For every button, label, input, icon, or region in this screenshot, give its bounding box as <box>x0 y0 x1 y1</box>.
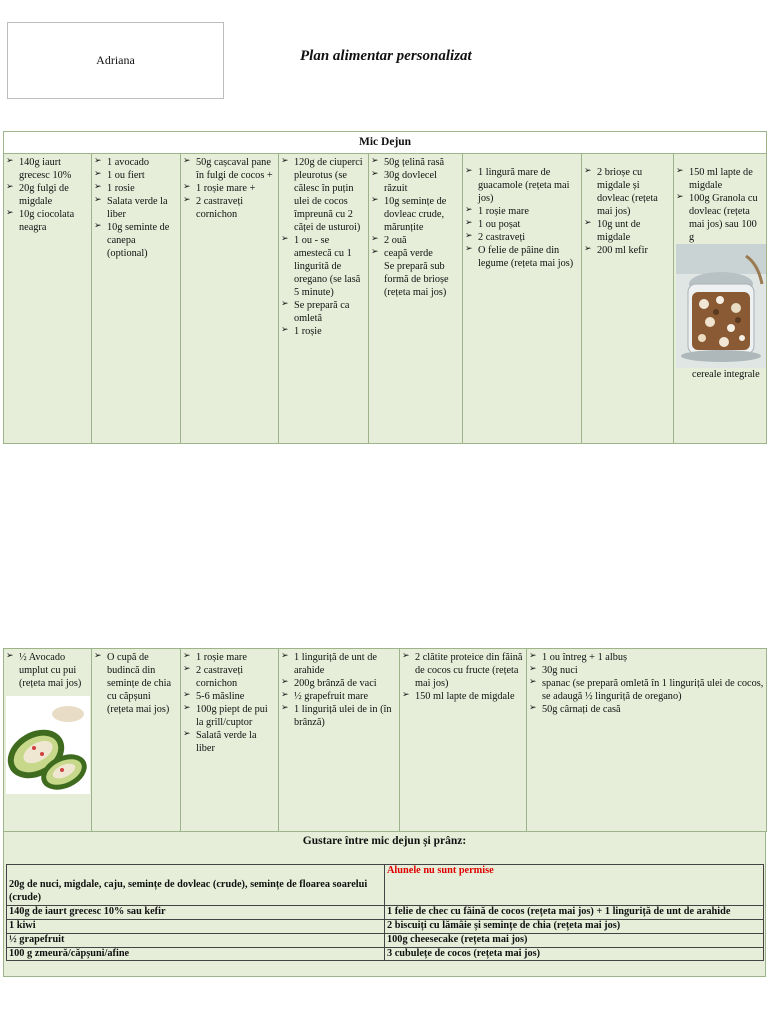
option-pancakes <box>400 649 527 832</box>
list-item: ➢ Salata verde la liber <box>94 195 178 221</box>
list-item: ➢ 10g unt de migdale <box>584 218 671 244</box>
list-item: ➢ 1 ou poșat <box>465 218 579 231</box>
list-item: ➢ 1 linguriță de unt de arahide <box>281 651 397 677</box>
list-item: ➢ 10g semințe de dovleac crude, mărunțite <box>371 195 460 234</box>
list-item: ➢ 1 ou - se amestecă cu 1 lingurită de oregano (se lasă 5 minute) <box>281 234 366 299</box>
second-options-table <box>3 648 767 832</box>
list-item: ➢ 2 castraveți cornichon <box>183 195 276 221</box>
list-item: ➢ 1 roșie mare <box>465 205 579 218</box>
table-cell: 100 g zmeură/căpșuni/afine <box>7 947 385 961</box>
list-item: ➢ 30g dovlecel răzuit <box>371 169 460 195</box>
table-cell: 20g de nuci, migdale, caju, semințe de dovleac (crude), semințe de floarea soarelui (crude) <box>7 865 385 906</box>
list-item: ➢ 1 roșie mare + <box>183 182 276 195</box>
breakfast-option-1 <box>4 153 92 443</box>
list-item: ➢ O cupă de budincă din semințe de chia cu căpșuni (rețeta mai jos) <box>94 651 178 716</box>
list-item: ➢ 200g brânză de vaci <box>281 677 397 690</box>
option-avocado <box>4 649 92 832</box>
list-item: ➢ 5-6 măsline <box>183 690 276 703</box>
list-item: ➢ 2 castraveți <box>465 231 579 244</box>
option-chia-pudding <box>92 649 181 832</box>
list-item: ➢ 1 lingură mare de guacamole (rețeta mai jos) <box>465 166 579 205</box>
list-item: ➢ 120g de ciuperci pleurotus (se călesc în puțin ulei de cocos împreună cu 2 căței de usturoi) <box>281 156 366 234</box>
list-item: ➢ 2 ouă <box>371 234 460 247</box>
snack-section <box>3 831 766 977</box>
list-item: Se prepară sub formă de brioșe (rețeta mai jos) <box>384 261 449 299</box>
list-item: ➢ 50g cașcaval pane în fulgi de cocos + <box>183 156 276 182</box>
list-item: ➢ 1 linguriță ulei de in (în brânză) <box>281 703 397 729</box>
list-item: ➢ O felie de pâine din legume (rețeta mai jos) <box>465 244 579 270</box>
table-cell: 1 felie de chec cu făină de cocos (rețeta mai jos) + 1 linguriță de unt de arahide <box>385 906 764 920</box>
breakfast-option-6 <box>463 153 582 443</box>
option-omelette <box>527 649 767 832</box>
list-item: ➢ 150 ml lapte de migdale <box>402 690 524 703</box>
client-name: Adriana <box>96 53 135 67</box>
table-cell: ½ grapefruit <box>7 933 385 947</box>
breakfast-option-5 <box>369 153 463 443</box>
list-item: ➢ 1 rosie <box>94 182 178 195</box>
list-item: ➢ 100g Granola cu dovleac (rețeta mai jos) sau 100 g <box>676 192 764 244</box>
list-item: ➢ 2 clătite proteice din făină de cocos cu fructe (rețeta mai jos) <box>402 651 524 690</box>
list-item: ➢ 2 brioșe cu migdale și dovleac (rețeta mai jos) <box>584 166 671 218</box>
table-cell: 1 kiwi <box>7 919 385 933</box>
snack-title: Gustare între mic dejun și prânz: <box>302 835 467 847</box>
table-cell: 3 cubulețe de cocos (rețeta mai jos) <box>385 947 764 961</box>
list-item: ➢ 1 roșie <box>281 325 366 338</box>
list-item: ➢ 150 ml lapte de migdale <box>676 166 764 192</box>
list-item: ➢ 10g ciocolata neagra <box>6 208 89 234</box>
breakfast-option-7 <box>582 153 674 443</box>
list-item: ➢ 1 ou întreg + 1 albuș <box>529 651 764 664</box>
cereale-label: cereale integrale <box>692 368 760 380</box>
list-item: ➢ 2 castraveți cornichon <box>183 664 276 690</box>
breakfast-table <box>3 131 767 444</box>
breakfast-option-2 <box>92 153 181 443</box>
breakfast-option-4 <box>279 153 369 443</box>
list-item: ➢ ceapă verde <box>371 247 460 260</box>
snack-table <box>6 864 764 961</box>
list-item: ➢ 20g fulgi de migdale <box>6 182 89 208</box>
table-cell: 2 biscuiți cu lămâie și semințe de chia (rețeta mai jos) <box>385 919 764 933</box>
breakfast-option-3 <box>181 153 279 443</box>
list-item: ➢ 30g nuci <box>529 664 764 677</box>
list-item: ➢ 50g țelină rasă <box>371 156 460 169</box>
list-item: ➢ 100g piept de pui la grill/cuptor <box>183 703 276 729</box>
list-item: ➢ spanac (se prepară omletă în 1 linguriță ulei de cocos, se adaugă ½ linguriță de oregano) <box>529 677 764 703</box>
list-item: ➢ 140g iaurt grecesc 10% <box>6 156 89 182</box>
option-cottage-cheese <box>279 649 400 832</box>
list-item: ➢ 1 avocado <box>94 156 178 169</box>
list-item: ➢ ½ Avocado umplut cu pui (rețeta mai jos) <box>6 651 89 690</box>
granola-jar-image <box>676 244 766 368</box>
document-title: Plan alimentar personalizat <box>300 48 472 64</box>
list-item: ➢ 1 ou fiert <box>94 169 178 182</box>
breakfast-header: Mic Dejun <box>4 132 767 154</box>
list-item: ➢ Se prepară ca omletă <box>281 299 366 325</box>
list-item: ➢ 50g cârnați de casă <box>529 703 764 716</box>
list-item: ➢ Salată verde la liber <box>183 729 276 755</box>
stuffed-avocado-image <box>6 696 90 794</box>
warning-cell: Alunele nu sunt permise <box>385 865 764 906</box>
table-cell: 140g de iaurt grecesc 10% sau kefir <box>7 906 385 920</box>
option-chicken-salad <box>181 649 279 832</box>
table-cell: 100g cheesecake (rețeta mai jos) <box>385 933 764 947</box>
list-item: ➢ ½ grapefruit mare <box>281 690 397 703</box>
list-item: ➢ 10g seminte de canepa (optional) <box>94 221 178 260</box>
breakfast-option-8 <box>674 153 767 443</box>
list-item: ➢ 1 roșie mare <box>183 651 276 664</box>
name-box <box>7 22 224 99</box>
list-item: ➢ 200 ml kefir <box>584 244 671 257</box>
